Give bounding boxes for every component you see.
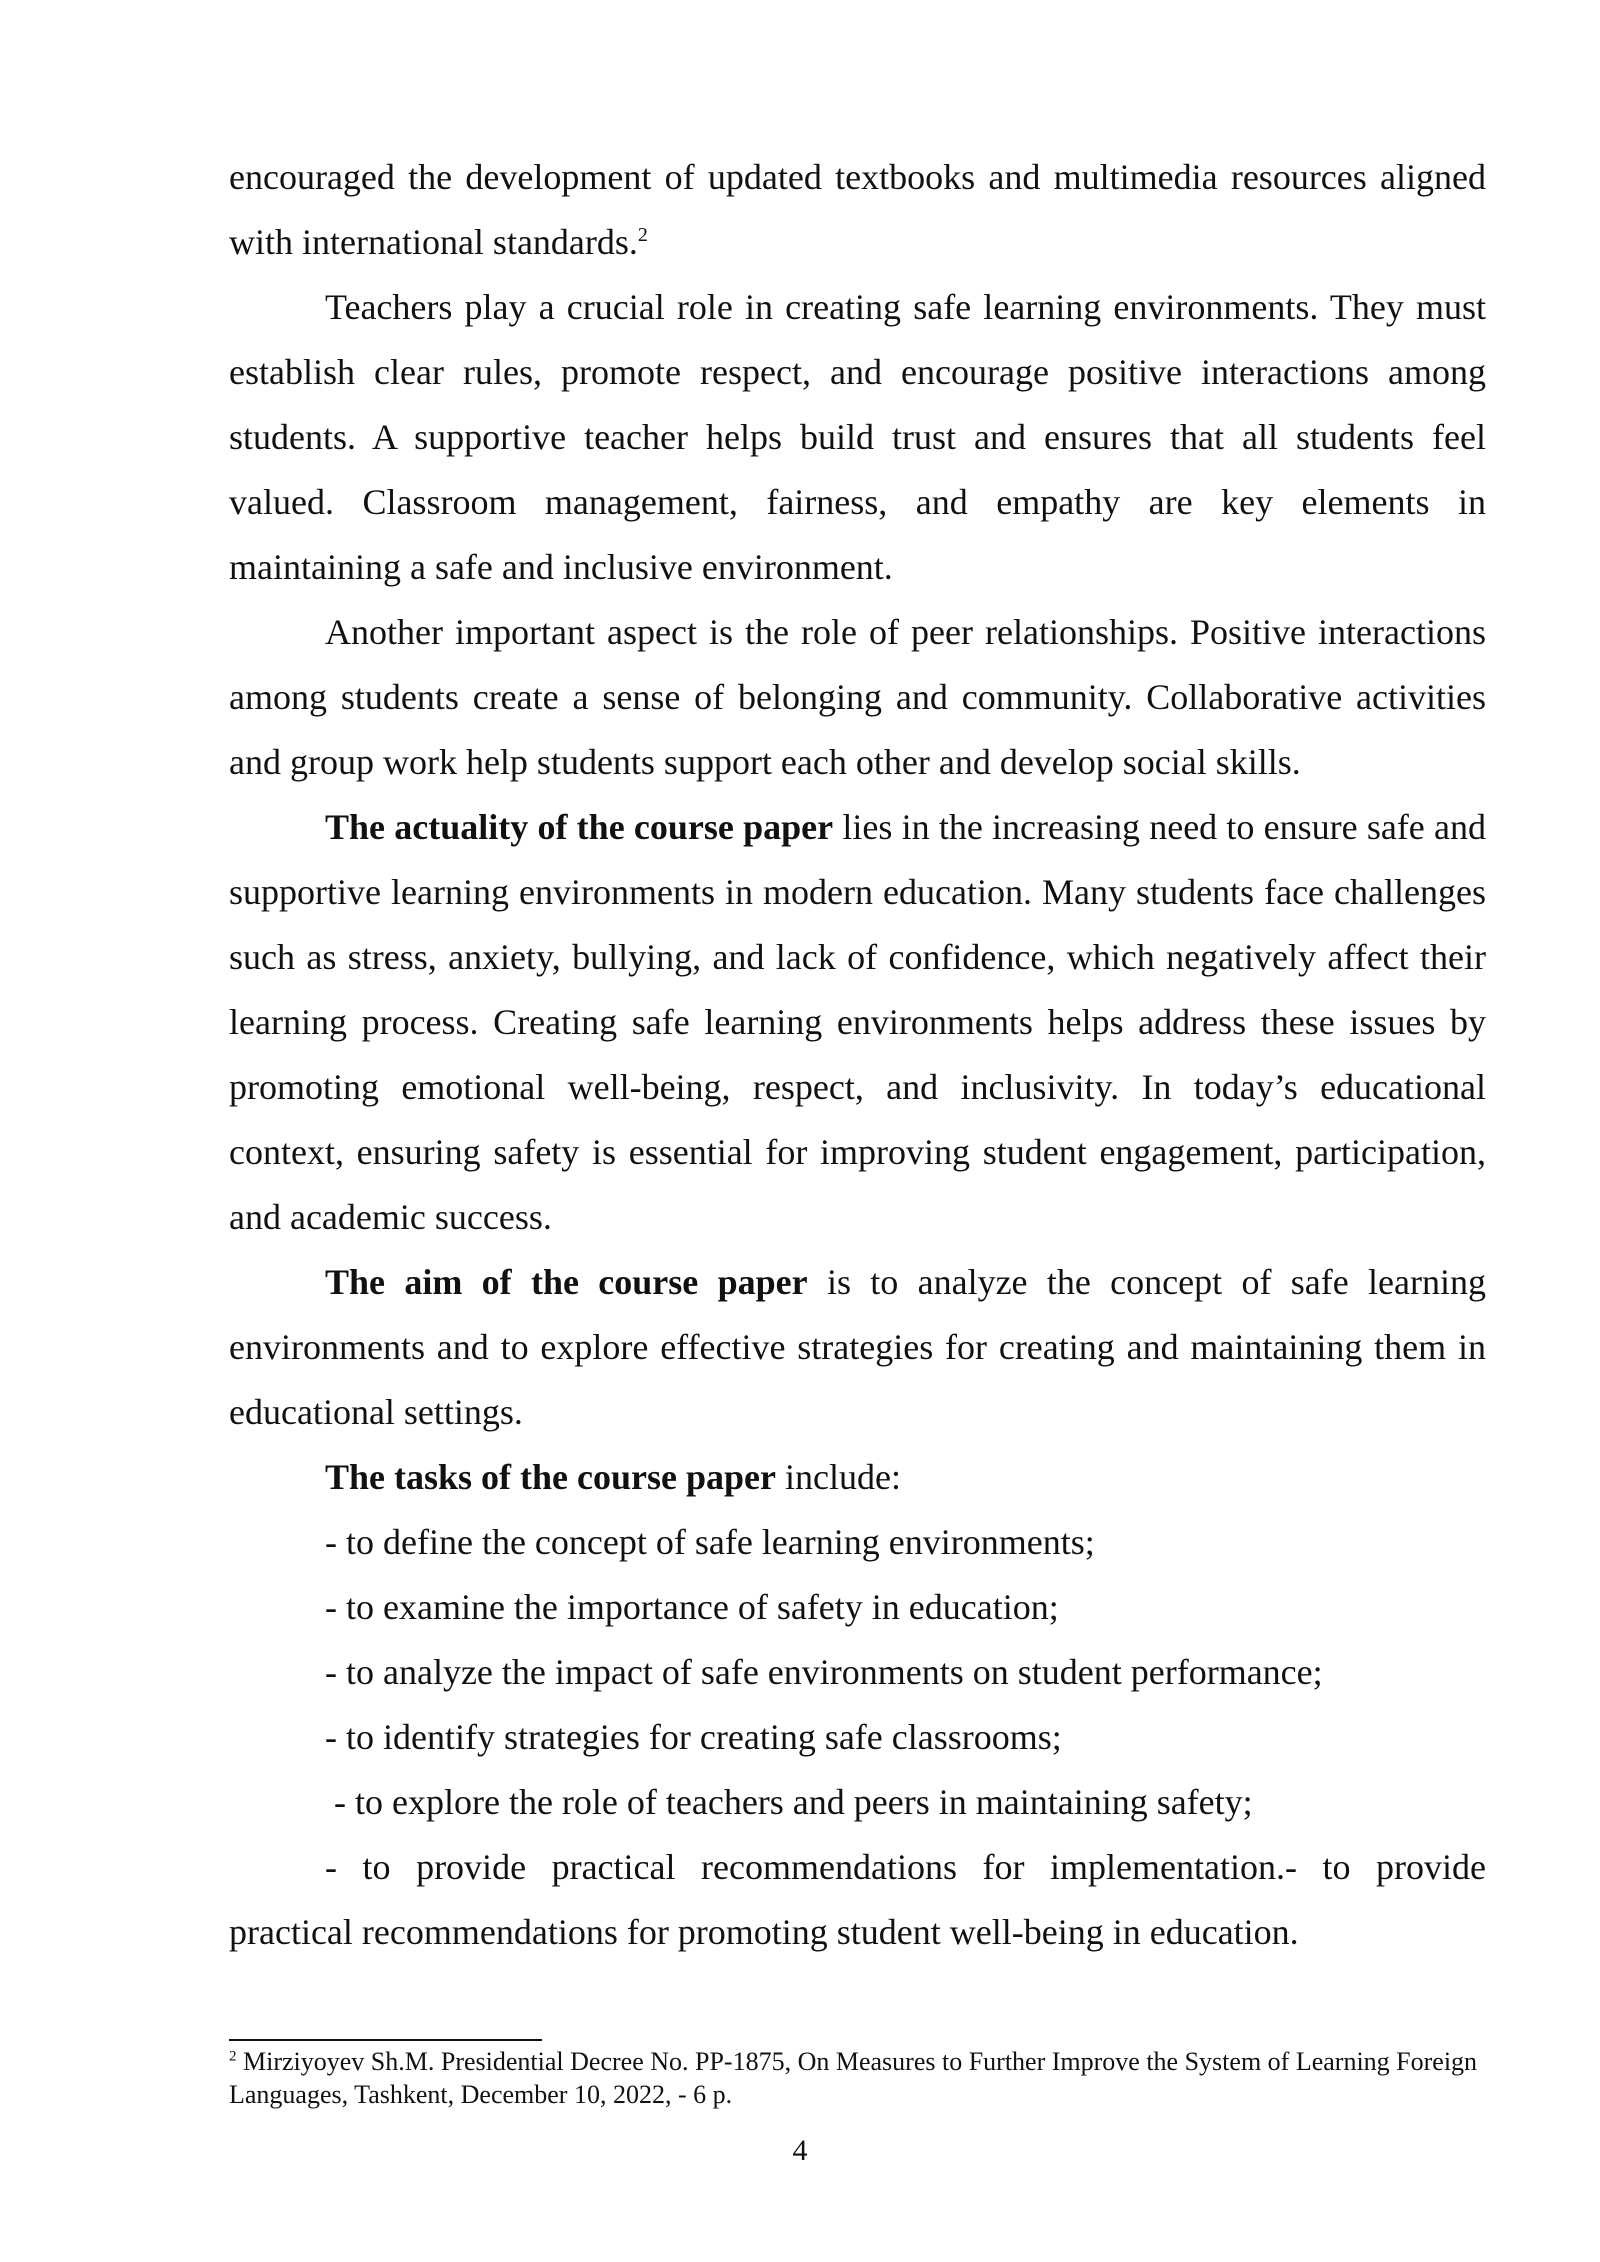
task-item: - to examine the importance of safety in education;	[325, 1587, 1059, 1627]
footnote	[229, 2045, 1486, 2111]
tasks-text: include:	[775, 1457, 901, 1497]
tasks-heading: The tasks of the course paper	[325, 1457, 776, 1497]
body-text	[229, 145, 1486, 1965]
footnote-separator	[229, 2039, 542, 2041]
paragraph-aim	[229, 1250, 1486, 1445]
task-item: - to identify strategies for creating safe classrooms;	[325, 1717, 1062, 1757]
footnote-text: Mirziyoyev Sh.M. Presidential Decree No. PP-1875, On Measures to Further Improve the System of Learning Foreign Languages, Tashkent, December 10, 2022, - 6 p.	[229, 2047, 1478, 2109]
task-item: - to explore the role of teachers and peers in maintaining safety;	[334, 1782, 1253, 1822]
task-item: - to provide practical recommendations for implementation.- to provide practical recommendations for promoting student well-being in education.	[229, 1847, 1486, 1952]
aim-text: is to analyze the concept of safe learning environments and to explore effective strategies for creating and maintaining them in educational settings.	[229, 1262, 1486, 1432]
paragraph-peer-relationships: Another important aspect is the role of peer relationships. Positive interactions among students create a sense of belonging and community. Collaborative activities and group work help students support each other and develop social skills.	[229, 612, 1486, 782]
paragraph-continuation	[229, 145, 1486, 275]
footnote-marker: 2	[229, 2048, 237, 2065]
task-item: - to analyze the impact of safe environments on student performance;	[325, 1652, 1323, 1692]
actuality-heading: The actuality of the course paper	[325, 807, 834, 847]
footnote-reference: 2	[637, 224, 648, 246]
actuality-text: lies in the increasing need to ensure safe and supportive learning environments in modern education. Many students face challenges such as stress, anxiety, bullying, and lack of confidence, which negatively affect their learning process. Creating safe learning environments helps address these issues by promoting emotional well-being, respect, and inclusivity. In today’s educational context, ensuring safety is essential for improving student engagement, participation, and academic success.	[229, 807, 1487, 1237]
paragraph-actuality	[229, 795, 1486, 1250]
paragraph-teachers-role: Teachers play a crucial role in creating safe learning environments. They must establish clear rules, promote respect, and encourage positive interactions among students. A supportive teacher helps build trust and ensures that all students feel valued. Classroom management, fairness, and empathy are key elements in maintaining a safe and inclusive environment.	[229, 287, 1486, 587]
page-number: 4	[792, 2134, 808, 2167]
paragraph-text: encouraged the development of updated textbooks and multimedia resources aligned with international standards.	[229, 157, 1486, 262]
aim-heading: The aim of the course paper	[325, 1262, 808, 1302]
task-item: - to define the concept of safe learning environments;	[325, 1522, 1095, 1562]
paragraph-tasks	[229, 1445, 1486, 1510]
